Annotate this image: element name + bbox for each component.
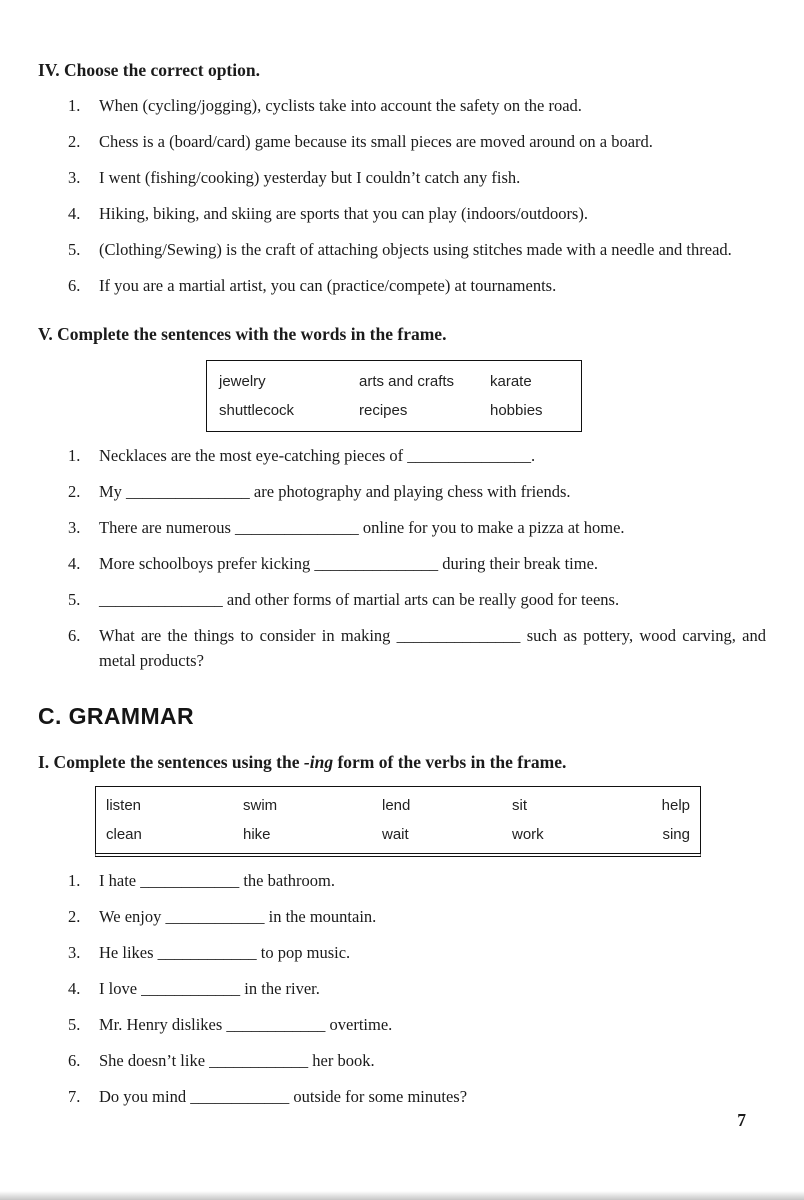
- list-item: [68, 940, 766, 965]
- item-number: 6.: [68, 626, 81, 645]
- frame-word: hike: [243, 826, 271, 843]
- frame-word: help: [661, 797, 690, 814]
- section-v-list: [38, 443, 766, 673]
- list-item: [68, 623, 766, 673]
- item-number: 1.: [68, 871, 81, 890]
- list-item: [68, 1048, 766, 1073]
- list-item: [68, 129, 766, 154]
- frame-word: sing: [662, 826, 690, 843]
- list-item: [68, 237, 766, 262]
- frame-word: recipes: [359, 402, 408, 419]
- item-text: There are numerous _______________ online for you to make a pizza at home.: [99, 518, 625, 537]
- list-item: [68, 443, 766, 468]
- item-text: My _______________ are photography and playing chess with friends.: [99, 482, 571, 501]
- item-text: (Clothing/Sewing) is the craft of attaching objects using stitches made with a needle and thread.: [99, 240, 732, 259]
- grammar-section-i-title: [38, 750, 766, 774]
- item-number: 6.: [68, 276, 81, 295]
- frame-word: shuttlecock: [219, 402, 295, 419]
- frame-word: clean: [106, 826, 142, 843]
- item-text: More schoolboys prefer kicking _______________ during their break time.: [99, 554, 599, 573]
- word-frame-row: [106, 820, 690, 849]
- item-number: 1.: [68, 96, 81, 115]
- page-number: 7: [737, 1110, 746, 1130]
- title-pre: I. Complete the sentences using the: [38, 752, 304, 772]
- list-item: [68, 1084, 766, 1109]
- item-number: 2.: [68, 482, 81, 501]
- list-item: [68, 976, 766, 1001]
- item-number: 2.: [68, 132, 81, 151]
- item-text: When (cycling/jogging), cyclists take into account the safety on the road.: [99, 96, 582, 115]
- frame-word: wait: [382, 826, 409, 843]
- list-item: [68, 904, 766, 929]
- item-number: 2.: [68, 907, 81, 926]
- frame-word: arts and crafts: [359, 373, 455, 390]
- list-item: [68, 1012, 766, 1037]
- section-v-title: V. Complete the sentences with the words in the frame.: [38, 324, 447, 344]
- frame-word: work: [512, 826, 544, 843]
- item-text: Chess is a (board/card) game because its small pieces are moved around on a board.: [99, 132, 653, 151]
- word-frame-grammar: [95, 786, 701, 857]
- item-text: Necklaces are the most eye-catching pieces of _______________.: [99, 446, 536, 465]
- item-text: What are the things to consider in making _______________ such as pottery, wood carving, and metal products?: [99, 626, 766, 670]
- list-item: [68, 479, 766, 504]
- item-number: 5.: [68, 1015, 81, 1034]
- item-text: I went (fishing/cooking) yesterday but I couldn’t catch any fish.: [99, 168, 521, 187]
- item-number: 5.: [68, 240, 81, 259]
- item-text: Hiking, biking, and skiing are sports that you can play (indoors/outdoors).: [99, 204, 588, 223]
- item-text: I love ____________ in the river.: [99, 979, 320, 998]
- frame-word: hobbies: [490, 402, 543, 419]
- item-number: 7.: [68, 1087, 81, 1106]
- grammar-section-i-list: [38, 868, 766, 1109]
- list-item: [68, 551, 766, 576]
- frame-word: swim: [243, 797, 278, 814]
- item-number: 4.: [68, 554, 81, 573]
- item-text: She doesn’t like ____________ her book.: [99, 1051, 375, 1070]
- list-item: [68, 201, 766, 226]
- item-number: 4.: [68, 979, 81, 998]
- list-item: [68, 868, 766, 893]
- frame-word: sit: [512, 797, 527, 814]
- item-number: 3.: [68, 943, 81, 962]
- item-number: 3.: [68, 168, 81, 187]
- item-text: We enjoy ____________ in the mountain.: [99, 907, 377, 926]
- list-item: [68, 93, 766, 118]
- title-ing: -ing: [303, 752, 334, 772]
- frame-word: listen: [106, 797, 142, 814]
- item-number: 4.: [68, 204, 81, 223]
- list-item: [68, 273, 766, 298]
- word-frame-v: [206, 360, 582, 432]
- item-number: 5.: [68, 590, 81, 609]
- item-number: 1.: [68, 446, 81, 465]
- frame-word: jewelry: [219, 373, 266, 390]
- frame-word: lend: [382, 797, 411, 814]
- item-number: 3.: [68, 518, 81, 537]
- item-number: 6.: [68, 1051, 81, 1070]
- list-item: [68, 165, 766, 190]
- item-text: Mr. Henry dislikes ____________ overtime.: [99, 1015, 393, 1034]
- item-text: He likes ____________ to pop music.: [99, 943, 351, 962]
- section-iv-title: IV. Choose the correct option.: [38, 60, 260, 80]
- word-frame-row: [219, 396, 569, 425]
- item-text: Do you mind ____________ outside for some minutes?: [99, 1087, 468, 1106]
- word-frame-row: [219, 367, 569, 396]
- title-post: form of the verbs in the frame.: [333, 752, 567, 772]
- word-frame-row: [106, 791, 690, 820]
- frame-word: karate: [490, 373, 532, 390]
- list-item: [68, 587, 766, 612]
- item-text: I hate ____________ the bathroom.: [99, 871, 335, 890]
- grammar-heading: C. GRAMMAR: [38, 703, 195, 729]
- section-iv-list: [38, 93, 766, 298]
- item-text: _______________ and other forms of martial arts can be really good for teens.: [99, 590, 620, 609]
- item-text: If you are a martial artist, you can (practice/compete) at tournaments.: [99, 276, 557, 295]
- list-item: [68, 515, 766, 540]
